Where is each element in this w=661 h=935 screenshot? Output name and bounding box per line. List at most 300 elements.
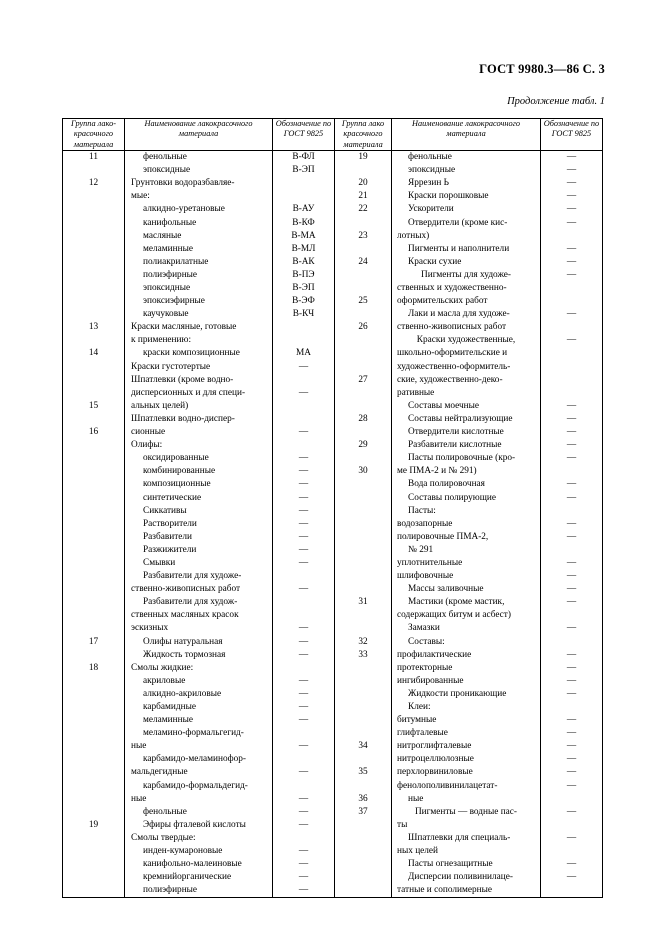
group-number xyxy=(63,361,124,374)
group-number xyxy=(63,557,124,570)
material-code xyxy=(541,701,602,714)
material-name: каучуковые xyxy=(143,309,189,320)
material-name: акриловые xyxy=(143,675,186,686)
group-number xyxy=(63,701,124,714)
material-name: карбамидо-меламинофор- xyxy=(143,754,247,765)
group-number xyxy=(63,295,124,308)
material-name: Пасты полировочные (кро- xyxy=(408,453,516,464)
material-code xyxy=(273,400,334,413)
material-code: — xyxy=(566,256,577,267)
material-code: — xyxy=(566,191,577,202)
material-code: — xyxy=(566,492,577,503)
material-code: — xyxy=(566,649,577,660)
table-continuation-note: Продолжение табл. 1 xyxy=(507,96,605,107)
group-number: 25 xyxy=(358,296,368,307)
group-number xyxy=(63,217,124,230)
material-code: — xyxy=(298,387,309,398)
material-name: Смывки xyxy=(143,557,176,568)
group-number xyxy=(63,740,124,753)
material-name: Пасты: xyxy=(408,505,436,516)
material-name: протекторные xyxy=(397,662,453,673)
material-code: В-МА xyxy=(291,230,316,241)
material-name: Краски художественные, xyxy=(416,335,516,346)
material-code: — xyxy=(566,767,577,778)
material-name: фенольные xyxy=(143,152,187,163)
material-code: В-ПЭ xyxy=(292,269,315,280)
material-code: — xyxy=(298,466,309,477)
material-code: В-ЭП xyxy=(292,165,315,176)
table-body-row xyxy=(63,151,603,898)
material-code xyxy=(541,465,602,478)
group-number xyxy=(335,347,391,360)
material-name: Пигменты — водные пас- xyxy=(414,806,518,817)
material-name: ты xyxy=(397,819,408,830)
material-code: — xyxy=(566,715,577,726)
group-number xyxy=(63,649,124,662)
material-code: В-ЭФ xyxy=(292,296,315,307)
material-name: алкидно-акриловые xyxy=(143,688,222,699)
material-code: — xyxy=(566,806,577,817)
material-name: Шпатлевки (кроме водно- xyxy=(131,374,234,385)
material-code: — xyxy=(566,571,577,582)
material-name: Олифы натуральная xyxy=(143,636,223,647)
group-number: 15 xyxy=(88,400,99,411)
material-code xyxy=(541,819,602,832)
material-name: эпоксидные xyxy=(143,283,191,294)
material-name: содержащих битум и асбест) xyxy=(397,610,511,621)
material-code: — xyxy=(566,675,577,686)
material-name: Отвердители кислотные xyxy=(408,427,504,438)
group-number xyxy=(335,753,391,766)
material-name: ных целей xyxy=(397,846,439,857)
material-code: — xyxy=(566,217,577,228)
material-name: сионные xyxy=(131,427,166,438)
material-code: В-КЧ xyxy=(292,309,315,320)
material-name: глифталевые xyxy=(397,728,448,739)
material-code xyxy=(541,361,602,374)
material-name: альных целей) xyxy=(131,400,189,411)
material-code: — xyxy=(298,492,309,503)
material-name: профилактические xyxy=(397,649,472,660)
material-name: школьно-оформительские и xyxy=(397,348,508,359)
material-name: инден-кумароновые xyxy=(143,846,223,857)
material-name: Составы: xyxy=(408,636,445,647)
material-code xyxy=(541,321,602,334)
material-code: — xyxy=(298,584,309,595)
group-number xyxy=(63,452,124,465)
group-number: 36 xyxy=(358,793,368,804)
material-code: — xyxy=(566,518,577,529)
group-number: 18 xyxy=(88,662,99,673)
material-name: Дисперсии поливинилаце- xyxy=(408,872,513,883)
material-name: к применению: xyxy=(131,335,192,346)
material-code: — xyxy=(566,780,577,791)
material-name: полиакрилатные xyxy=(143,256,209,267)
material-code xyxy=(541,845,602,858)
material-code xyxy=(273,596,334,609)
material-name: нитроглифталевые xyxy=(397,741,472,752)
group-number: 30 xyxy=(358,466,368,477)
group-number xyxy=(335,426,391,439)
material-code xyxy=(273,727,334,740)
material-name: Мастики (кроме мастик, xyxy=(408,597,505,608)
group-number xyxy=(335,505,391,518)
material-name: Краски порошковые xyxy=(408,191,489,202)
material-name: канифольно-малеиновые xyxy=(143,859,242,870)
material-code: — xyxy=(566,165,577,176)
group-number xyxy=(63,243,124,256)
material-name: полиэфирные xyxy=(143,885,198,896)
material-name: эпоксидные xyxy=(408,165,456,176)
group-number: 31 xyxy=(358,597,368,608)
material-code: — xyxy=(298,636,309,647)
group-number xyxy=(63,544,124,557)
material-code: — xyxy=(566,479,577,490)
material-code: В-АК xyxy=(292,256,315,267)
material-code: — xyxy=(298,741,309,752)
material-name: Вода полировочная xyxy=(408,479,485,490)
material-code: — xyxy=(298,793,309,804)
group-number xyxy=(63,439,124,452)
group-number xyxy=(63,766,124,779)
group-number xyxy=(63,505,124,518)
material-code xyxy=(273,374,334,387)
material-name: полиэфирные xyxy=(143,269,198,280)
material-code: — xyxy=(566,688,577,699)
group-number xyxy=(335,334,391,347)
material-name: фенольные xyxy=(143,806,187,817)
material-code xyxy=(273,321,334,334)
material-code: — xyxy=(298,859,309,870)
material-code: — xyxy=(566,413,577,424)
group-list-left xyxy=(63,151,124,884)
material-code xyxy=(273,662,334,675)
material-code: — xyxy=(298,846,309,857)
classification-table xyxy=(62,118,603,898)
material-code xyxy=(541,282,602,295)
material-code: — xyxy=(566,243,577,254)
group-number xyxy=(63,714,124,727)
material-name: меламинные xyxy=(143,715,193,726)
group-number xyxy=(335,544,391,557)
material-name: меламино-формальгегид- xyxy=(143,728,244,739)
material-name: синтетические xyxy=(143,492,202,503)
material-code: — xyxy=(566,728,577,739)
material-code: — xyxy=(566,453,577,464)
material-name: уплотнительные xyxy=(397,557,463,568)
group-number xyxy=(335,452,391,465)
material-code xyxy=(541,295,602,308)
material-code: — xyxy=(566,872,577,883)
material-code xyxy=(541,544,602,557)
material-name: ные xyxy=(131,741,147,752)
group-number xyxy=(63,622,124,635)
material-code: В-КФ xyxy=(292,217,315,228)
material-code: В-АУ xyxy=(292,204,315,215)
group-number xyxy=(335,400,391,413)
group-number xyxy=(335,243,391,256)
material-code: — xyxy=(566,531,577,542)
group-number: 23 xyxy=(358,230,368,241)
material-code: — xyxy=(298,505,309,516)
material-name: Пигменты и наполнители xyxy=(408,243,510,254)
group-number: 19 xyxy=(88,819,99,830)
col-header-group-right: Группа лако красочного материала xyxy=(335,119,392,151)
material-code: — xyxy=(298,479,309,490)
group-number xyxy=(335,727,391,740)
material-name: Смолы жидкие: xyxy=(131,662,194,673)
material-name: эпоксидные xyxy=(143,165,191,176)
group-number: 19 xyxy=(358,152,368,163)
material-code: — xyxy=(298,702,309,713)
group-number: 33 xyxy=(358,649,368,660)
material-code xyxy=(541,609,602,622)
material-code: В-МЛ xyxy=(291,243,316,254)
material-name: Разбавители для худож- xyxy=(143,597,238,608)
material-code: В-ЭП xyxy=(292,283,315,294)
material-name: Грунтовки водоразбавляе- xyxy=(131,178,235,189)
material-code: — xyxy=(566,584,577,595)
material-code xyxy=(541,636,602,649)
group-number xyxy=(63,492,124,505)
group-number: 20 xyxy=(358,178,368,189)
code-list-right xyxy=(541,151,602,897)
group-number xyxy=(335,662,391,675)
group-number xyxy=(63,164,124,177)
group-number: 29 xyxy=(358,440,368,451)
material-code: В-ФЛ xyxy=(292,152,315,163)
group-number xyxy=(63,753,124,766)
group-number xyxy=(335,780,391,793)
col-header-code-left: Обозначение по ГОСТ 9825 xyxy=(273,119,335,151)
material-name: краски композиционные xyxy=(143,348,240,359)
material-name: Клеи: xyxy=(408,702,431,713)
material-code xyxy=(273,334,334,347)
material-name: Разбавители для художе- xyxy=(143,571,242,582)
material-name: оформительских работ xyxy=(397,296,488,307)
material-code: — xyxy=(298,623,309,634)
group-number xyxy=(63,413,124,426)
group-number xyxy=(335,609,391,622)
col-header-group-left: Группа лако-красочного материала xyxy=(63,119,125,151)
group-number xyxy=(335,714,391,727)
material-name: Краски сухие xyxy=(408,256,462,267)
group-number xyxy=(63,478,124,491)
group-number xyxy=(335,583,391,596)
material-code: — xyxy=(566,741,577,752)
material-name: Массы заливочные xyxy=(408,584,484,595)
material-code: — xyxy=(298,649,309,660)
material-name: канифольные xyxy=(143,217,197,228)
group-number xyxy=(63,230,124,243)
group-number xyxy=(63,832,124,845)
material-code xyxy=(273,190,334,203)
group-number: 32 xyxy=(358,636,368,647)
material-code: — xyxy=(298,427,309,438)
material-name: художественно-оформитель- xyxy=(397,361,511,372)
group-number xyxy=(63,570,124,583)
group-number xyxy=(63,308,124,321)
material-name: Составы нейтрализующие xyxy=(408,413,513,424)
material-code: — xyxy=(566,440,577,451)
material-name: фенольные xyxy=(408,152,452,163)
material-name: ративные xyxy=(397,387,435,398)
material-name: перхлорвиниловые xyxy=(397,767,473,778)
material-code: — xyxy=(566,400,577,411)
material-name: ственных масляных красок xyxy=(131,610,239,621)
cell-group-left xyxy=(63,151,125,898)
group-number xyxy=(335,217,391,230)
material-name: ингибированные xyxy=(397,675,464,686)
material-code: — xyxy=(566,335,577,346)
material-code: — xyxy=(298,885,309,896)
group-number xyxy=(335,819,391,832)
group-number xyxy=(63,596,124,609)
group-number xyxy=(335,164,391,177)
group-number xyxy=(63,334,124,347)
material-code: — xyxy=(298,518,309,529)
material-name: Жидкости проникающие xyxy=(408,688,507,699)
material-name: Составы моечные xyxy=(408,400,480,411)
material-name: кремнийорганические xyxy=(143,872,232,883)
group-number: 22 xyxy=(358,204,368,215)
material-name: ственно-живописных работ xyxy=(131,584,241,595)
material-code: — xyxy=(566,597,577,608)
material-name: полировочные ПМА-2, xyxy=(397,531,489,542)
material-code xyxy=(273,832,334,845)
group-number xyxy=(63,845,124,858)
material-name: лотных) xyxy=(397,230,430,241)
col-header-name-right: Наименование лакокрасочного материала xyxy=(392,119,541,151)
material-code xyxy=(273,413,334,426)
group-number: 13 xyxy=(88,322,99,333)
name-list-left xyxy=(125,151,272,897)
group-number xyxy=(335,570,391,583)
material-name: шлифовочные xyxy=(397,571,454,582)
material-code: — xyxy=(566,152,577,163)
material-name: Жидкость тормозная xyxy=(143,649,226,660)
group-number: 17 xyxy=(88,636,99,647)
cell-name-left xyxy=(125,151,273,898)
group-number xyxy=(335,622,391,635)
group-number xyxy=(335,269,391,282)
name-list-right xyxy=(392,151,540,897)
material-name: ственно-живописных работ xyxy=(397,322,507,333)
material-code: — xyxy=(298,806,309,817)
material-name: ские, художественно-деко- xyxy=(397,374,503,385)
material-name: фенолополивинилацетат- xyxy=(397,780,498,791)
material-code: — xyxy=(298,557,309,568)
material-code xyxy=(541,505,602,518)
material-name: Шпатлевки водно-диспер- xyxy=(131,413,235,424)
material-name: Разжижители xyxy=(143,544,197,555)
material-name: оксидированные xyxy=(143,453,209,464)
material-name: дисперсионных и для специ- xyxy=(131,387,246,398)
group-number xyxy=(63,518,124,531)
material-name: ные xyxy=(131,793,147,804)
group-number xyxy=(335,675,391,688)
group-number xyxy=(335,478,391,491)
material-code: — xyxy=(566,427,577,438)
group-number: 16 xyxy=(88,427,99,438)
col-header-name-left: Наименование лакокрасочного материала xyxy=(125,119,273,151)
material-code: — xyxy=(298,531,309,542)
material-code xyxy=(273,753,334,766)
material-code xyxy=(541,230,602,243)
group-number xyxy=(63,858,124,871)
group-number xyxy=(63,675,124,688)
group-number xyxy=(63,374,124,387)
group-number xyxy=(335,308,391,321)
material-code xyxy=(541,374,602,387)
material-code xyxy=(273,439,334,452)
material-name: Отвердители (кроме кис- xyxy=(408,217,508,228)
material-name: Составы полирующие xyxy=(408,492,496,503)
material-name: ме ПМА-2 и № 291) xyxy=(397,466,477,477)
group-number: 12 xyxy=(88,178,99,189)
material-name: нитроцеллюлозные xyxy=(397,754,474,765)
group-number: 14 xyxy=(88,348,99,359)
material-name: битумные xyxy=(397,715,437,726)
material-name: алкидно-уретановые xyxy=(143,204,225,215)
code-list-left xyxy=(273,151,334,897)
group-number xyxy=(63,387,124,400)
material-name: композиционные xyxy=(143,479,211,490)
material-name: водозапорные xyxy=(397,518,453,529)
group-number xyxy=(63,256,124,269)
material-code: — xyxy=(566,269,577,280)
group-number: 21 xyxy=(358,191,368,202)
material-code: — xyxy=(566,623,577,634)
col-header-code-right: Обозначение по ГОСТ 9825 xyxy=(541,119,603,151)
material-name: Пигменты для художе- xyxy=(421,269,511,280)
material-code xyxy=(273,570,334,583)
group-number xyxy=(335,492,391,505)
material-code: — xyxy=(566,178,577,189)
group-number xyxy=(63,806,124,819)
group-number: 27 xyxy=(358,374,368,385)
group-number: 34 xyxy=(358,741,368,752)
material-code: — xyxy=(566,832,577,843)
material-name: Яррезин Ь xyxy=(408,178,450,189)
table-header-row xyxy=(63,119,603,151)
material-code: — xyxy=(566,557,577,568)
material-code: — xyxy=(566,859,577,870)
material-code: — xyxy=(566,754,577,765)
group-number xyxy=(63,780,124,793)
material-name: Краски густотертые xyxy=(131,361,211,372)
material-code: — xyxy=(298,453,309,464)
group-number xyxy=(63,269,124,282)
material-name: мые: xyxy=(131,191,150,202)
material-name: ные xyxy=(408,793,424,804)
material-name: Краски масляные, готовые xyxy=(131,322,237,333)
material-name: мальдегидные xyxy=(131,767,188,778)
group-number xyxy=(335,701,391,714)
group-number: 35 xyxy=(358,767,368,778)
group-number xyxy=(335,361,391,374)
material-name: № 291 xyxy=(408,544,434,555)
group-number xyxy=(63,583,124,596)
material-code xyxy=(541,793,602,806)
material-name: Эфиры фталевой кислоты xyxy=(143,819,246,830)
material-name: Шпатлевки для специаль- xyxy=(408,832,511,843)
material-name: комбинированные xyxy=(143,466,216,477)
cell-code-right xyxy=(541,151,603,898)
material-name: Пасты огнезащитные xyxy=(408,859,493,870)
material-code: — xyxy=(298,675,309,686)
material-code xyxy=(541,347,602,360)
